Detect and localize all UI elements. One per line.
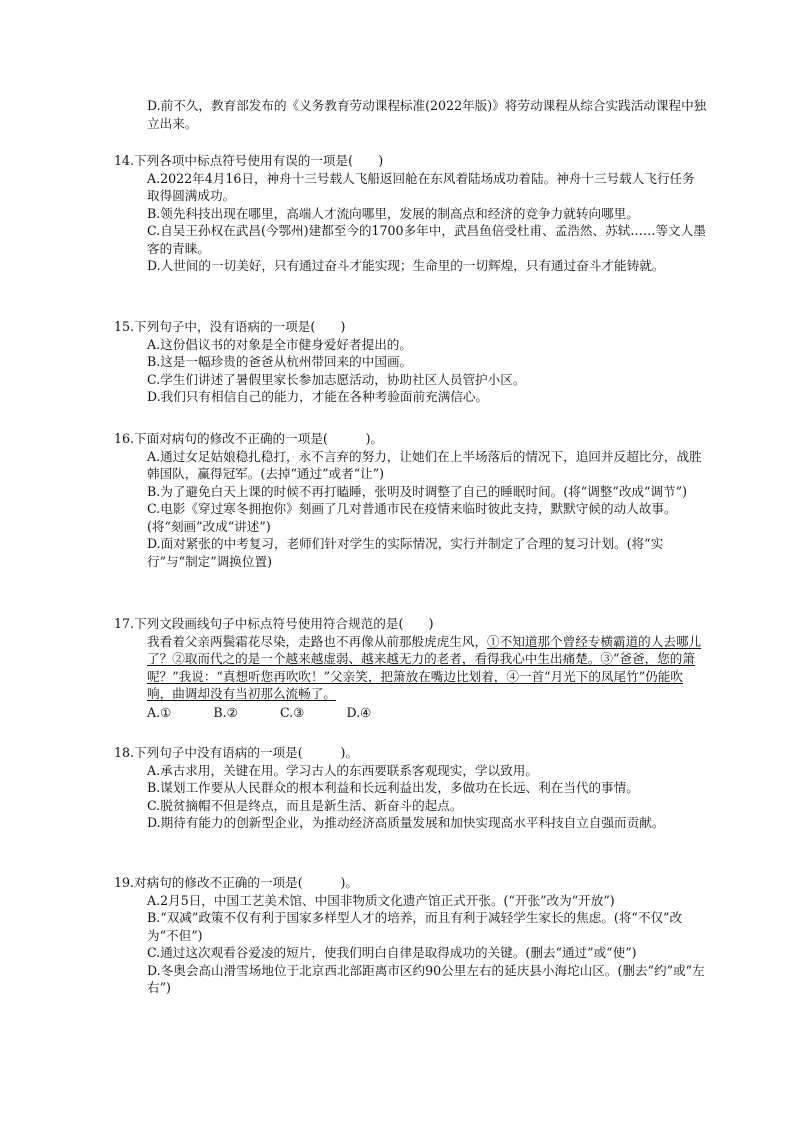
option-c: C.通过这次观看谷爱凌的短片，使我们明白自律是取得成功的关键。(删去“通过”或“使”) — [147, 945, 637, 960]
passage-plain-text: 我看着父亲两鬓霜花尽染，走路也不再像从前那般虎虎生风， — [147, 633, 488, 649]
passage-underlined-text: ①不知道那个曾经专横霸道的人去哪儿了？②取而代之的是一个越来越虚弱、越来越无力的老者，看得我心中生出痛楚。③“爸爸，您的箫呢？”我说：“真想听您再吹吹！”父亲笑，把箫放在嘴边比划着，④一首“月光下的凤尾竹”仍能吹响，曲调却没有当初那么流畅了。 — [147, 633, 702, 701]
option-d: D.人世间的一切美好，只有通过奋斗才能实现；生命里的一切辉煌，只有通过奋斗才能铸就。 — [147, 258, 665, 273]
option-a: A.2月5日，中国工艺美术馆、中国非物质文化遗产馆正式开张。(“开张”改为“开放”) — [147, 892, 615, 908]
question-16 — [114, 430, 706, 570]
options-list — [147, 892, 706, 997]
question-stem: 19.对病句的修改不正确的一项是( )。 — [114, 875, 358, 890]
options-list — [147, 170, 706, 275]
option-c: C.③ — [279, 704, 305, 720]
option-a: A.① — [147, 704, 172, 720]
option-b: B.谋划工作要从人民群众的根本利益和长远利益出发，多做功在长远、利在当代的事情。 — [147, 780, 639, 795]
question-stem: 15.下列句子中，没有语病的一项是( ) — [114, 319, 346, 334]
option-d: D.冬奥会高山滑雪场地位于北京西北部距离市区约90公里左右的延庆县小海坨山区。(删去“约”或“左右”) — [147, 962, 705, 995]
option-text: D.前不久，教育部发布的《义务教育劳动课程标准(2022年版)》将劳动课程从综合实践活动课程中独立出来。 — [147, 98, 707, 131]
options-list — [147, 704, 706, 722]
option-c: C.脱贫摘帽不但是终点，而且是新生活、新奋斗的起点。 — [147, 797, 463, 813]
option-c: C.自吴王孙权在武昌(今鄂州)建都至今的1700多年中，武昌鱼倍受杜甫、孟浩然、苏轼……等文人墨客的青睐。 — [147, 223, 706, 256]
option-d: D.我们只有相信自己的能力，才能在各种考验面前充满信心。 — [147, 389, 489, 404]
passage — [147, 633, 706, 703]
options-list — [147, 448, 706, 571]
options-list — [147, 336, 706, 406]
option-d: D.期待有能力的创新型企业，为推动经济高质量发展和加快实现高水平科技自立自强而贡献。 — [147, 815, 665, 830]
question-stem: 16.下面对病句的修改不正确的一项是( )。 — [114, 431, 384, 446]
option-d: D.面对紧张的中考复习，老师们针对学生的实际情况，实行并制定了合理的复习计划。(将“实行”与“制定”调换位置) — [147, 536, 664, 569]
option-a: A.承古求用，关键在用。学习古人的东西要联系客观现实，学以致用。 — [147, 762, 538, 778]
question-15 — [114, 318, 706, 406]
option-c: C.学生们讲述了暑假里家长参加志愿活动，协助社区人员管护小区。 — [147, 371, 526, 387]
question-stem: 14.下列各项中标点符号使用有误的一项是( ) — [114, 153, 384, 168]
option-c: C.电影《穿过寒冬拥抱你》刻画了几对普通市民在疫情来临时彼此支持，默默守候的动人故事。(将“刻画”改成“讲述”) — [147, 501, 677, 534]
question-19 — [114, 874, 706, 997]
question-18 — [114, 744, 706, 832]
question-stem: 18.下列句子中没有语病的一项是( )。 — [114, 745, 358, 760]
option-b: B.“双减”政策不仅有利于国家多样型人才的培养，而且有利于减轻学生家长的焦虑。(将“不仅”改为“不但”) — [147, 910, 683, 943]
question-17 — [114, 615, 706, 721]
option-a: A.这份倡议书的对象是全市健身爱好者提出的。 — [147, 336, 412, 352]
previous-question-option-d — [114, 97, 706, 132]
option-b: B.② — [213, 704, 238, 720]
option-b: B.这是一幅珍贵的爸爸从杭州带回来的中国画。 — [147, 354, 413, 369]
question-14 — [114, 152, 706, 275]
option-b: B.领先科技出现在哪里，高端人才流向哪里，发展的制高点和经济的竞争力就转向哪里。 — [147, 205, 639, 221]
option-b: B.为了避免白天上课的时候不再打瞌睡，张明及时调整了自己的睡眠时间。(将“调整”改成“调节”) — [147, 483, 687, 499]
options-list — [147, 762, 706, 832]
option-a: A.2022年4月16日，神舟十三号载人飞船返回舱在东风着陆场成功着陆。神舟十三号载人飞行任务取得圆满成功。 — [147, 170, 695, 203]
question-stem: 17.下列文段画线句子中标点符号使用符合规范的是( ) — [114, 616, 434, 631]
option-d: D.④ — [346, 704, 372, 720]
option-a: A.通过女足姑娘稳扎稳打，永不言弃的努力，让她们在上半场落后的情况下，追回并反超比分，战胜韩国队，赢得冠军。(去掉“通过”或者“让”) — [147, 448, 702, 481]
